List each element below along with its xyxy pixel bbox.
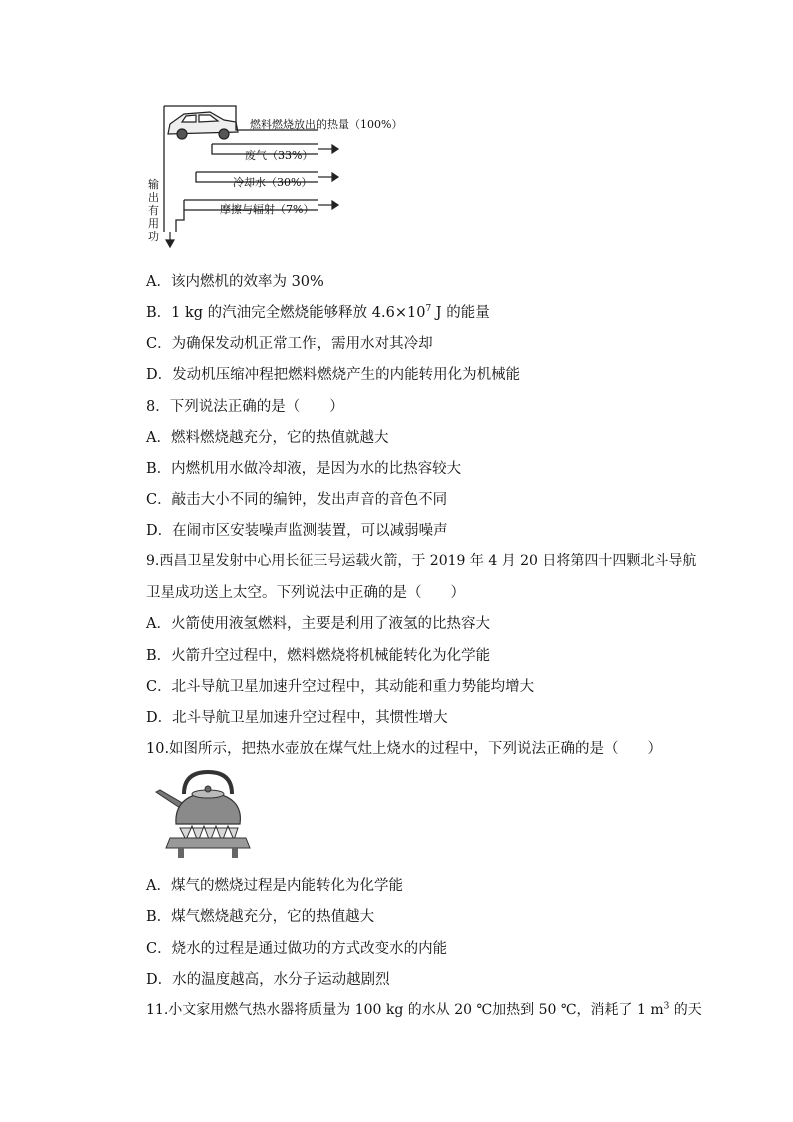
q10-option-a: A．煤气的燃烧过程是内能转化为化学能	[146, 878, 403, 894]
q9-stem-line2: 卫星成功送上太空。下列说法中正确的是（ ）	[146, 585, 465, 601]
exhaust-label: 废气（33%）	[245, 149, 314, 162]
q8-option-a: A．燃料燃烧越充分，它的热值就越大	[146, 430, 389, 446]
useful-work-label: 输 出 有 用 功	[148, 178, 159, 243]
friction-radiation-label: 摩擦与辐射（7%）	[220, 203, 315, 216]
q10-option-d: D．水的温度越高，水分子运动越剧烈	[146, 972, 390, 988]
q10-option-c: C．烧水的过程是通过做功的方式改变水的内能	[146, 941, 448, 957]
q8-stem: 8．下列说法正确的是（ ）	[146, 399, 344, 415]
q9-stem-line1: 9.西昌卫星发射中心用长征三号运载火箭，于 2019 年 4 月 20 日将第四十四颗北斗导航	[146, 553, 697, 569]
car-icon	[168, 112, 238, 139]
q9-option-d: D．北斗导航卫星加速升空过程中，其惯性增大	[146, 710, 448, 726]
kettle-on-gas-stove-figure	[150, 768, 260, 860]
stove-grate	[166, 838, 250, 848]
q7-option-a: A．该内燃机的效率为 30%	[146, 274, 324, 290]
fuel-heat-label: 燃料燃烧放出的热量（100%）	[250, 118, 403, 131]
q7-option-c: C．为确保发动机正常工作，需用水对其冷却	[146, 336, 433, 352]
q10-stem: 10.如图所示，把热水壶放在煤气灶上烧水的过程中，下列说法正确的是（ ）	[146, 741, 663, 757]
q7-option-b: B．1 kg 的汽油完全燃烧能够释放 $4.6\times 10^7$ J 的能量	[146, 304, 490, 321]
coolant-label: 冷却水（30%）	[233, 176, 313, 189]
q11-stem: 11.小文家用燃气热水器将质量为 100 kg 的水从 20 ℃加热到 50 ℃，消耗了 1 $m^3$ 的天	[146, 1001, 702, 1018]
q9-option-b: B．火箭升空过程中，燃料燃烧将机械能转化为化学能	[146, 648, 491, 664]
q9-option-c: C．北斗导航卫星加速升空过程中，其动能和重力势能均增大	[146, 679, 535, 695]
q8-option-d: D．在闹市区安装噪声监测装置，可以减弱噪声	[146, 523, 448, 539]
q10-option-b: B．煤气燃烧越充分，它的热值越大	[146, 909, 375, 925]
q7-option-d: D．发动机压缩冲程把燃料燃烧产生的内能转用化为机械能	[146, 367, 521, 383]
q8-option-b: B．内燃机用水做冷却液，是因为水的比热容较大	[146, 461, 462, 477]
q9-option-a: A．火箭使用液氢燃料，主要是利用了液氢的比热容大	[146, 616, 490, 632]
q8-option-c: C．敲击大小不同的编钟，发出声音的音色不同	[146, 492, 448, 508]
